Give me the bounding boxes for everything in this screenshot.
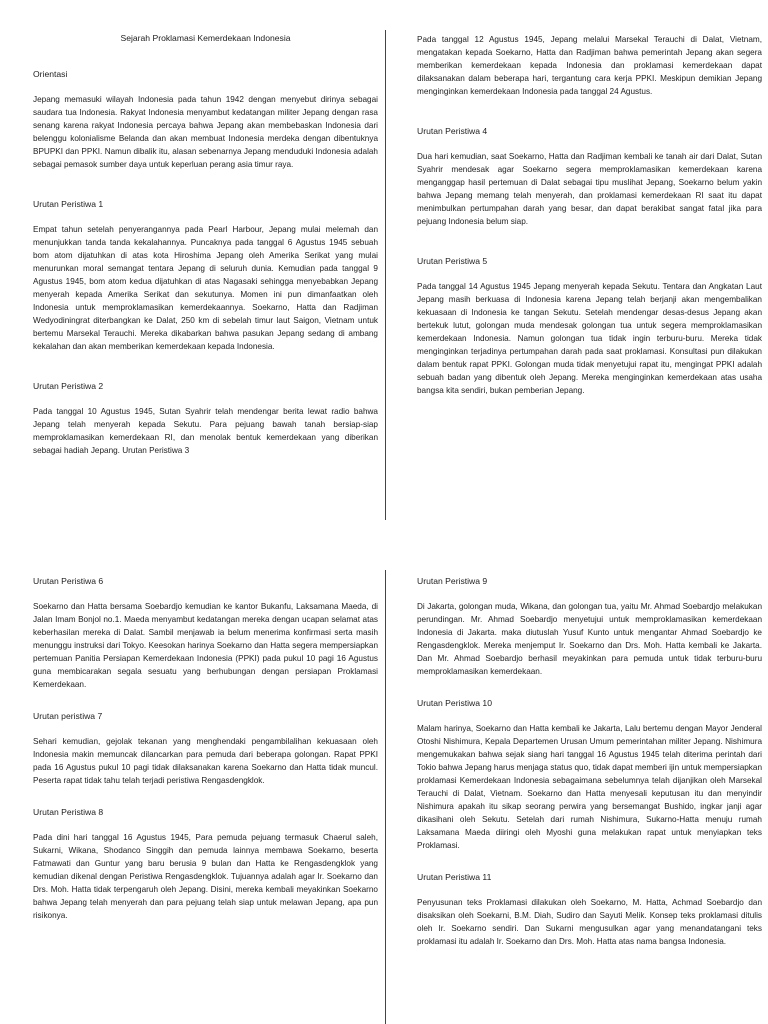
section-heading: Urutan Peristiwa 6 <box>33 576 104 586</box>
column-divider-top <box>385 30 386 520</box>
section-heading: Urutan Peristiwa 8 <box>33 807 104 817</box>
section-paragraph: Empat tahun setelah penyerangannya pada Pearl Harbour, Jepang mulai melemah dan menunjukkan tanda tanda kekalahannya. Puncaknya pada tanggal 6 Agustus 1945 sebuah bom atom dijatuhkan di atas kota Hiroshima Jepang oleh Amerika Serikat yang mulai menurunkan moral semangat tentara Jepang di seluruh dunia. Kemudian pada tanggal 9 Agustus 1945, bom atom kedua dijatuhkan di atas Nagasaki sehingga menyebabkan Jepang menyerah kepada Amerika Serikat dan sekutunya. Momen ini pun dimanfaatkan oleh Indonesia untuk memproklamasikan kemerdekaannya. Soekarno, Hatta dan Radjiman Wedyodiningrat diterbangkan ke Dalat, 250 km di sebelah timur laut Saigon, Vietnam untuk bertemu Marsekal Terauchi. Mereka dikabarkan bahwa pasukan Jepang sedang di ambang kekalahan dan akan memberikan kemerdekaan kepada Indonesia. <box>33 225 378 351</box>
section-paragraph: Pada tanggal 10 Agustus 1945, Sutan Syahrir telah mendengar berita lewat radio bahwa Jepang telah menyerah kepada Sekutu. Para pejuang bawah tanah bersiap-siap memproklamasikan kemerdekaan RI, dan menolak bentuk kemerdekaan yang diberikan sebagai hadiah Jepang. Urutan Peristiwa 3 <box>33 407 378 455</box>
page2-left-column <box>33 576 378 922</box>
section-paragraph: Pada tanggal 12 Agustus 1945, Jepang melalui Marsekal Terauchi di Dalat, Vietnam, mengatakan kepada Soekarno, Hatta dan Radjiman bahwa pemerintah Jepang akan segera memberikan kemerdekaan kepada Indonesia dan proklamasi kemerdekaan dapat dilaksanakan dalam beberapa hari, tergantung cara kerja PPKI. Meskipun demikian Jepang menginginkan kemerdekaan Indonesia pada tanggal 24 Agustus. <box>417 35 762 96</box>
page1-left-column <box>33 33 378 457</box>
section-paragraph: Sehari kemudian, gejolak tekanan yang menghendaki pengambilalihan kekuasaan oleh Indonesia makin memuncak dilancarkan para pemuda dari beberapa golongan. Rapat PPKI pada 16 Agustus pukul 10 pagi tidak dilaksanakan karena Soekarno dan Hatta tidak muncul. Peserta rapat tidak tahu telah terjadi peristiwa Rengasdengklok. <box>33 737 378 785</box>
section-paragraph: Pada tanggal 14 Agustus 1945 Jepang menyerah kepada Sekutu. Tentara dan Angkatan Laut Jepang masih berkuasa di Indonesia karena Jepang telah berjanji akan mengembalikan kekuasaan di Indonesia ke tangan Sekutu. Setelah mendengar desas-desus Jepang akan bertekuk lutut, golongan muda mendesak golongan tua untuk segera memproklamasikan kemerdekaan Indonesia. Namun golongan tua tidak ingin terburu-buru. Mereka tidak menginginkan terjadinya pertumpahan darah pada saat proklamasi. Konsultasi pun dilakukan dalam bentuk rapat PPKI. Golongan muda tidak menyetujui rapat itu, mengingat PPKI adalah sebuah badan yang dibentuk oleh Jepang. Mereka menginginkan kemerdekaan atas usaha bangsa kita sendiri, bukan pemberian Jepang. <box>417 282 762 395</box>
section-heading: Urutan Peristiwa 1 <box>33 199 104 209</box>
section-heading: Urutan Peristiwa 11 <box>417 872 492 882</box>
section-paragraph: Jepang memasuki wilayah Indonesia pada tahun 1942 dengan menyebut dirinya sebagai saudara tua Indonesia. Rakyat Indonesia menyambut kedatangan militer Jepang dengan rasa senang karena rakyat Indonesia percaya bahwa Jepang akan membebaskan Indonesia dari belenggu kolonialisme Belanda dan akan membuat Indonesia merdeka dengan dibentuknya BPUPKI dan PPKI. Namun dibalik itu, alasan sebenarnya Jepang menduduki Indonesia adalah sebagai pemasok sumber daya untuk keperluan perang asia timur raya. <box>33 95 378 169</box>
column-divider-bottom <box>385 570 386 1024</box>
section-paragraph: Pada dini hari tanggal 16 Agustus 1945, Para pemuda pejuang termasuk Chaerul saleh, Sukarni, Wikana, Shodanco Singgih dan pemuda lainnya membawa Soekarno, beserta Fatmawati dan Guntur yang baru berusia 9 bulan dan Hatta ke Rengasdengklok yang kemudian dikenal dengan Peristiwa Rengasdengklok. Tujuannya adalah agar Ir. Soekarno dan Drs. Moh. Hatta tidak terpengaruh oleh Jepang. Disini, mereka kembali meyakinkan Soekarno bahwa Jepang telah menyerah dan para pejuang telah siap untuk melawan Jepang, apa pun risikonya. <box>33 833 378 920</box>
section-heading: Urutan Peristiwa 10 <box>417 698 492 708</box>
section-heading: Urutan peristiwa 7 <box>33 711 103 721</box>
section-paragraph: Di Jakarta, golongan muda, Wikana, dan golongan tua, yaitu Mr. Ahmad Soebardjo melakukan perundingan. Mr. Ahmad Soebardjo menyetujui untuk memproklamasikan kemerdekaan Indonesia di Jakarta. maka diutuslah Yusuf Kunto untuk mengantar Ahmad Soebardjo ke Rengasdengklok. Mereka menjemput Ir. Soekarno dan Drs. Moh. Hatta kembali ke Jakarta. Dan Mr. Ahmad Soebardjo berhasil meyakinkan para pemuda untuk tidak terburu-buru memproklamasikan kemerdekaan. <box>417 602 762 676</box>
page2-right-column <box>417 576 762 948</box>
section-paragraph: Soekarno dan Hatta bersama Soebardjo kemudian ke kantor Bukanfu, Laksamana Maeda, di Jalan Imam Bonjol no.1. Maeda menyambut kedatangan mereka dengan ucapan selamat atas keberhasilan mereka di Dalat. Sambil menjawab ia belum menerima konfirmasi serta masih menunggu instruksi dari Tokyo. Keesokan harinya Soekarno dan Hatta segera mempersiapkan pertemuan Panitia Persiapan Kemerdekaan Indonesia (PPKI) pada pukul 10 pagi 16 Agustus guna membicarakan segala sesuatu yang berhubungan dengan persiapan Proklamasi Kemerdekaan. <box>33 602 378 689</box>
section-paragraph: Malam harinya, Soekarno dan Hatta kembali ke Jakarta, Lalu bertemu dengan Mayor Jenderal Otoshi Nishimura, Kepala Departemen Urusan Umum pemerintahan militer Jepang. Nishimura mengemukakan bahwa sejak siang hari tanggal 16 Agustus 1945 telah diterima perintah dari Tokio bahwa Jepang harus menjaga status quo, tidak dapat memberi ijin untuk mempersiapkan proklamasi Kemerdekaan Indonesia sebagaimana sebelumnya telah dijanjikan oleh Marsekal Terauchi di Dalat, Vietnam. Soekarno dan Hatta menyesali keputusan itu dan menyindir Nishimura apakah itu sikap seorang perwira yang bersemangat Bushido, ingkar janji agar dikasihani oleh Sekutu. Setelah dari rumah Nishimura, Sukarno-Hatta menuju rumah Laksamana Maeda diiringi oleh Myoshi guna melakukan rapat untuk menyiapkan teks Proklamasi. <box>417 724 762 850</box>
section-heading: Urutan Peristiwa 9 <box>417 576 488 586</box>
section-heading: Urutan Peristiwa 4 <box>417 126 488 136</box>
section-heading: Urutan Peristiwa 2 <box>33 381 104 391</box>
page1-right-column <box>417 33 762 397</box>
document-title: Sejarah Proklamasi Kemerdekaan Indonesia <box>120 33 291 43</box>
section-heading: Orientasi <box>33 69 68 79</box>
section-paragraph: Penyusunan teks Proklamasi dilakukan oleh Soekarno, M. Hatta, Achmad Soebardjo dan disaksikan oleh Soekarni, B.M. Diah, Sudiro dan Sayuti Melik. Konsep teks proklamasi ditulis oleh Ir. Soekarno sendiri. Dan Sukarni mengusulkan agar yang menandatangani teks proklamasi itu adalah Ir. Soekarno dan Drs. Moh. Hatta atas nama bangsa Indonesia. <box>417 898 762 946</box>
section-paragraph: Dua hari kemudian, saat Soekarno, Hatta dan Radjiman kembali ke tanah air dari Dalat, Sutan Syahrir mendesak agar Soekarno segera memproklamasikan kemerdekaan karena menganggap hasil pertemuan di Dalat sebagai tipu muslihat Jepang, Soekarno belum yakin bahwa Jepang memang telah menyerah, dan proklamasi kemerdekaan RI saat itu dapat menimbulkan pertumpahan darah yang besar, dan dapat berakibat sangat fatal jika para pejuang Indonesia belum siap. <box>417 152 762 226</box>
section-heading: Urutan Peristiwa 5 <box>417 256 488 266</box>
